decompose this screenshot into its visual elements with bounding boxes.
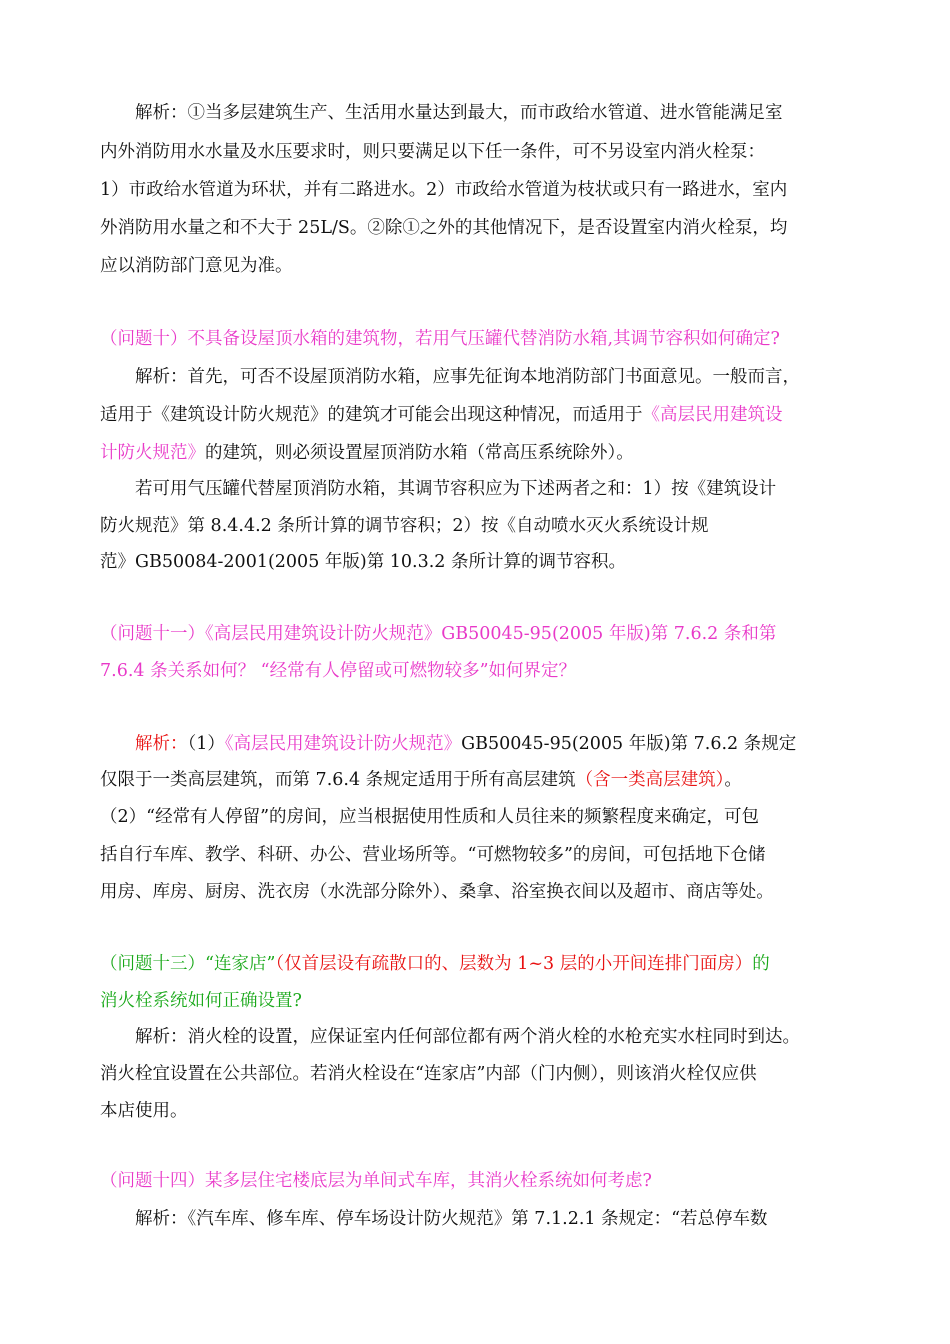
analysis-p1-line2: 内外消防用水水量及水压要求时，则只要满足以下任一条件，可不另设室内消火栓泵： bbox=[100, 142, 765, 162]
q11-analysis-text: 仅限于一类高层建筑，而第 7.6.4 条规定适用于所有高层建筑 bbox=[100, 770, 576, 790]
q10-analysis-line3 bbox=[100, 441, 860, 465]
q10-analysis-line1: 解析：首先，可否不设屋顶消防水箱，应事先征询本地消防部门书面意见。一般而言， bbox=[135, 367, 800, 387]
q10-analysis-line2 bbox=[100, 403, 860, 427]
q10-analysis-line4: 若可用气压罐代替屋顶消防水箱，其调节容积应为下述两者之和：1）按《建筑设计 bbox=[135, 479, 777, 499]
code-reference-link: 《高层民用建筑设 bbox=[642, 405, 783, 425]
highlight-note: （含一类高层建筑） bbox=[575, 770, 725, 790]
code-reference-link: 计防火规范》 bbox=[100, 443, 205, 463]
question-14-title: （问题十四）某多层住宅楼底层为单间式车库，其消火栓系统如何考虑? bbox=[100, 1171, 652, 1191]
question-11-title-line2: 7.6.4 条关系如何？ “经常有人停留或可燃物较多”如何界定？ bbox=[100, 661, 577, 681]
analysis-p1-line5: 应以消防部门意见为准。 bbox=[100, 256, 293, 276]
q10-analysis-text: 的建筑，则必须设置屋顶消防水箱（常高压系统除外）。 bbox=[205, 443, 634, 463]
question-13-title-text: （问题十三）“连家店” bbox=[100, 954, 276, 974]
question-10-title: （问题十）不具备设屋顶水箱的建筑物，若用气压罐代替消防水箱,其调节容积如何确定? bbox=[100, 329, 780, 349]
code-reference-link: 《高层民用建筑设计防火规范》 bbox=[224, 734, 462, 754]
q11-analysis-line2 bbox=[100, 768, 860, 792]
question-11-title-line1: （问题十一）《高层民用建筑设计防火规范》GB50045-95(2005 年版)第 7.6.2 条和第 bbox=[100, 624, 777, 644]
analysis-p1-line1: 解析：①当多层建筑生产、生活用水量达到最大，而市政给水管道、进水管能满足室 bbox=[135, 103, 783, 123]
q11-analysis-text: GB50045-95(2005 年版)第 7.6.2 条规定 bbox=[461, 734, 797, 754]
analysis-label: 解析： bbox=[135, 734, 188, 754]
q10-analysis-text: 适用于《建筑设计防火规范》的建筑才可能会出现这种情况，而适用于 bbox=[100, 405, 643, 425]
q13-analysis-line2: 消火栓宜设置在公共部位。若消火栓设在“连家店”内部（门内侧），则该消火栓仅应供 bbox=[100, 1064, 757, 1084]
q11-analysis-line5: 用房、库房、厨房、洗衣房（水洗部分除外）、桑拿、浴室换衣间以及超市、商店等处。 bbox=[100, 882, 774, 902]
q11-analysis-line1 bbox=[135, 732, 895, 756]
analysis-p1-line3: 1）市政给水管道为环状，并有二路进水。2）市政给水管道为枝状或只有一路进水，室内 bbox=[100, 180, 788, 200]
q10-analysis-line6: 范》GB50084-2001(2005 年版)第 10.3.2 条所计算的调节容积。 bbox=[100, 552, 626, 572]
q13-analysis-line1: 解析：消火栓的设置，应保证室内任何部位都有两个消火栓的水枪充实水柱同时到达。 bbox=[135, 1027, 800, 1047]
q11-analysis-line4: 括自行车库、教学、科研、办公、营业场所等。“可燃物较多”的房间，可包括地下仓储 bbox=[100, 845, 766, 865]
q11-analysis-line3: （2）“经常有人停留”的房间，应当根据使用性质和人员往来的频繁程度来确定，可包 bbox=[100, 807, 760, 827]
question-13-title-line2: 消火栓系统如何正确设置? bbox=[100, 991, 302, 1011]
q10-analysis-line5: 防火规范》第 8.4.4.2 条所计算的调节容积；2）按《自动喷水灭火系统设计规 bbox=[100, 516, 709, 536]
q14-analysis-line1: 解析：《汽车库、修车库、停车场设计防火规范》第 7.1.2.1 条规定：“若总停车数 bbox=[135, 1209, 768, 1229]
q13-analysis-line3: 本店使用。 bbox=[100, 1101, 188, 1121]
q11-analysis-text: （1） bbox=[187, 734, 225, 754]
analysis-p1-line4: 外消防用水量之和不大于 25L/S。②除①之外的其他情况下，是否设置室内消火栓泵，均 bbox=[100, 218, 788, 238]
highlight-note: （仅首层设有疏散口的、层数为 1~3 层的小开间连排门面房） bbox=[275, 954, 753, 974]
question-13-title-text: 的 bbox=[752, 954, 770, 974]
q11-analysis-text: 。 bbox=[724, 770, 742, 790]
question-13-title-line1 bbox=[100, 952, 860, 976]
